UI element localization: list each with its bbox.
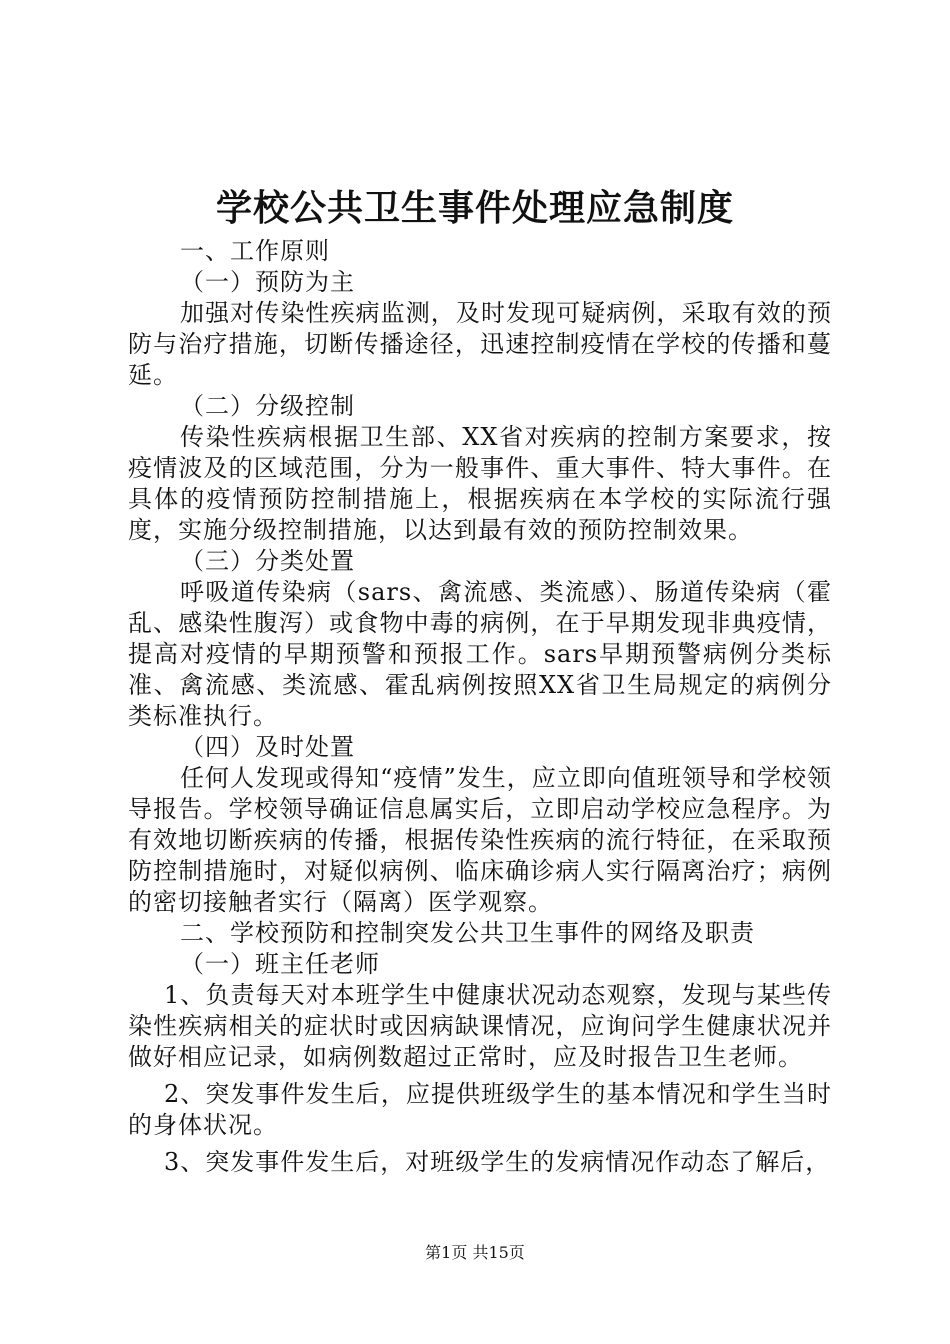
paragraph: 3、突发事件发生后，对班级学生的发病情况作动态了解后，	[164, 1148, 831, 1176]
paragraph: 加强对传染性疾病监测，及时发现可疑病例，采取有效的预防与治疗措施，切断传播途径，迅速控制疫情在学校的传播和蔓延。	[128, 299, 832, 389]
document-title: 学校公共卫生事件处理应急制度	[215, 187, 734, 229]
subsection-heading: （三）分类处置	[180, 547, 355, 575]
paragraph: 任何人发现或得知“疫情”发生，应立即向值班领导和学校领导报告。学校领导确证信息属实后，立即启动学校应急程序。为有效地切断疾病的传播，根据传染性疾病的流行特征，在采取预防控制措施时，对疑似病例、临床确诊病人实行隔离治疗；病例的密切接触者实行（隔离）医学观察。	[128, 764, 832, 916]
paragraph: 呼吸道传染病（sars、禽流感、类流感）、肠道传染病（霍乱、感染性腹泻）或食物中毒的病例，在于早期发现非典疫情，提高对疫情的早期预警和预报工作。sars早期预警病例分类标准、禽流感、类流感、霍乱病例按照XX省卫生局规定的病例分类标准执行。	[128, 578, 832, 730]
section-heading: 二、学校预防和控制突发公共卫生事件的网络及职责	[180, 919, 755, 947]
section-heading: 一、工作原则	[180, 237, 330, 265]
document-body	[128, 236, 832, 1178]
paragraph: 传染性疾病根据卫生部、XX省对疾病的控制方案要求，按疫情波及的区域范围，分为一般事件、重大事件、特大事件。在具体的疫情预防控制措施上，根据疾病在本学校的实际流行强度，实施分级控制措施，以达到最有效的预防控制效果。	[128, 423, 832, 544]
paragraph: 1、负责每天对本班学生中健康状况动态观察，发现与某些传染性疾病相关的症状时或因病缺课情况，应询问学生健康状况并做好相应记录，如病例数超过正常时，应及时报告卫生老师。	[128, 981, 832, 1071]
subsection-heading: （一）班主任老师	[180, 950, 380, 978]
subsection-heading: （四）及时处置	[180, 733, 355, 761]
subsection-heading: （一）预防为主	[180, 268, 355, 296]
subsection-heading: （二）分级控制	[180, 392, 355, 420]
paragraph: 2、突发事件发生后，应提供班级学生的基本情况和学生当时的身体状况。	[128, 1080, 832, 1139]
page-footer: 第1页 共15页	[425, 1243, 525, 1262]
